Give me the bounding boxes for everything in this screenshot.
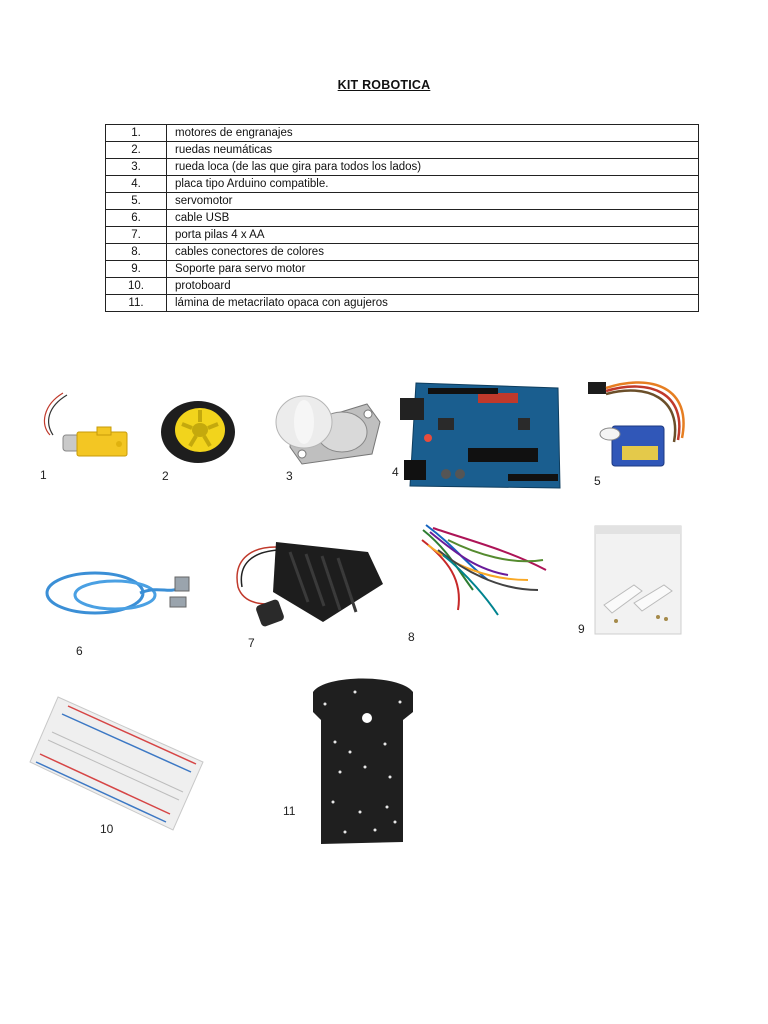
servomotor-image: [582, 378, 697, 478]
item-description: motores de engranajes: [167, 125, 699, 142]
arduino-board-image: [398, 378, 563, 493]
item-description: protoboard: [167, 278, 699, 295]
item-description: cable USB: [167, 210, 699, 227]
picture-number-11: 11: [283, 804, 296, 818]
battery-holder-icon: [228, 532, 388, 637]
picture-number-3: 3: [286, 469, 293, 483]
item-number: 10.: [106, 278, 167, 295]
arduino-board-icon: [398, 378, 563, 493]
protoboard-icon: [28, 692, 206, 832]
battery-holder-image: [228, 532, 388, 637]
wheel-icon: [160, 400, 240, 465]
item-description: ruedas neumáticas: [167, 142, 699, 159]
servomotor-icon: [582, 378, 697, 478]
gear-motor-icon: [35, 385, 135, 465]
picture-number-6: 6: [76, 644, 83, 658]
picture-number-5: 5: [594, 474, 601, 488]
picture-number-8: 8: [408, 630, 415, 644]
table-row: [106, 125, 699, 142]
item-description: porta pilas 4 x AA: [167, 227, 699, 244]
item-number: 8.: [106, 244, 167, 261]
usb-cable-icon: [40, 565, 195, 620]
servo-bracket-bag-image: [594, 525, 684, 637]
picture-number-7: 7: [248, 636, 255, 650]
table-row: [106, 295, 699, 312]
item-number: 5.: [106, 193, 167, 210]
caster-wheel-image: [272, 392, 382, 467]
item-description: Soporte para servo motor: [167, 261, 699, 278]
gear-motor-image: [35, 385, 135, 465]
table-row: [106, 142, 699, 159]
item-description: servomotor: [167, 193, 699, 210]
table-row: [106, 193, 699, 210]
parts-table: [105, 124, 699, 312]
item-description: cables conectores de colores: [167, 244, 699, 261]
picture-number-10: 10: [100, 822, 114, 836]
table-row: [106, 261, 699, 278]
table-row: [106, 227, 699, 244]
table-row: [106, 244, 699, 261]
item-number: 6.: [106, 210, 167, 227]
protoboard-image: [28, 692, 206, 832]
picture-number-4: 4: [392, 465, 399, 479]
usb-cable-image: [40, 565, 195, 620]
caster-wheel-icon: [272, 392, 382, 467]
item-number: 4.: [106, 176, 167, 193]
table-row: [106, 278, 699, 295]
picture-number-9: 9: [578, 622, 585, 636]
item-description: lámina de metacrilato opaca con agujeros: [167, 295, 699, 312]
item-description: rueda loca (de las que gira para todos los lados): [167, 159, 699, 176]
acrylic-plate-icon: [305, 672, 420, 852]
document-title: KIT ROBOTICA: [337, 78, 431, 92]
table-row: [106, 159, 699, 176]
jumper-wires-icon: [418, 520, 553, 625]
picture-number-1: 1: [40, 468, 47, 482]
item-number: 9.: [106, 261, 167, 278]
table-row: [106, 176, 699, 193]
servo-bracket-icon: [594, 525, 684, 637]
item-number: 7.: [106, 227, 167, 244]
jumper-wires-image: [418, 520, 553, 625]
item-description: placa tipo Arduino compatible.: [167, 176, 699, 193]
item-number: 3.: [106, 159, 167, 176]
wheel-image: [160, 400, 240, 465]
picture-number-2: 2: [162, 469, 169, 483]
item-number: 11.: [106, 295, 167, 312]
item-number: 1.: [106, 125, 167, 142]
item-number: 2.: [106, 142, 167, 159]
table-row: [106, 210, 699, 227]
acrylic-plate-image: [305, 672, 420, 852]
